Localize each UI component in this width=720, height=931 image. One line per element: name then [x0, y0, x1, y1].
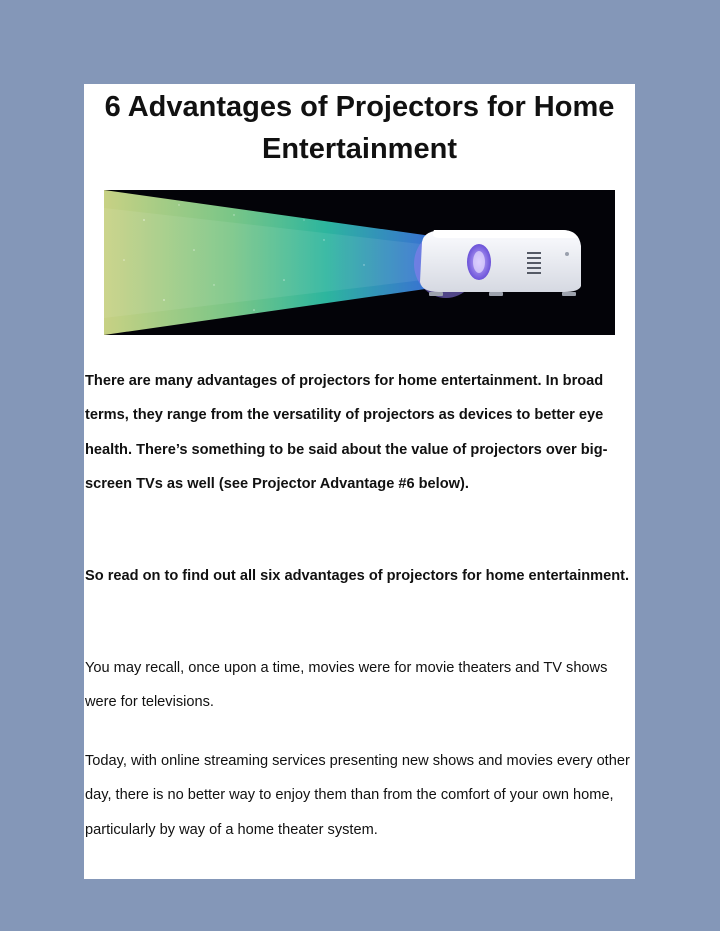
- today-paragraph: Today, with online streaming services presenting new shows and movies every other day, there is no better way to enjoy them than from the comfort of your own home, particularly by way of a home theater system.: [85, 753, 630, 838]
- document-page: [84, 84, 635, 879]
- recall-paragraph: You may recall, once upon a time, movies were for movie theaters and TV shows were for televisions.: [85, 660, 608, 711]
- projector-body: [414, 230, 581, 298]
- intro-paragraph: There are many advantages of projectors for home entertainment. In broad terms, they range from the versatility of projectors as devices to better eye health. There’s something to be said about the value of projectors over big-screen TVs as well (see Projector Advantage #6 below).: [85, 373, 608, 492]
- page-title: 6 Advantages of Projectors for Home Entertainment: [104, 91, 615, 165]
- projector-image: [104, 190, 615, 335]
- read-on-paragraph: So read on to find out all six advantages of projectors for home entertainment.: [85, 568, 630, 584]
